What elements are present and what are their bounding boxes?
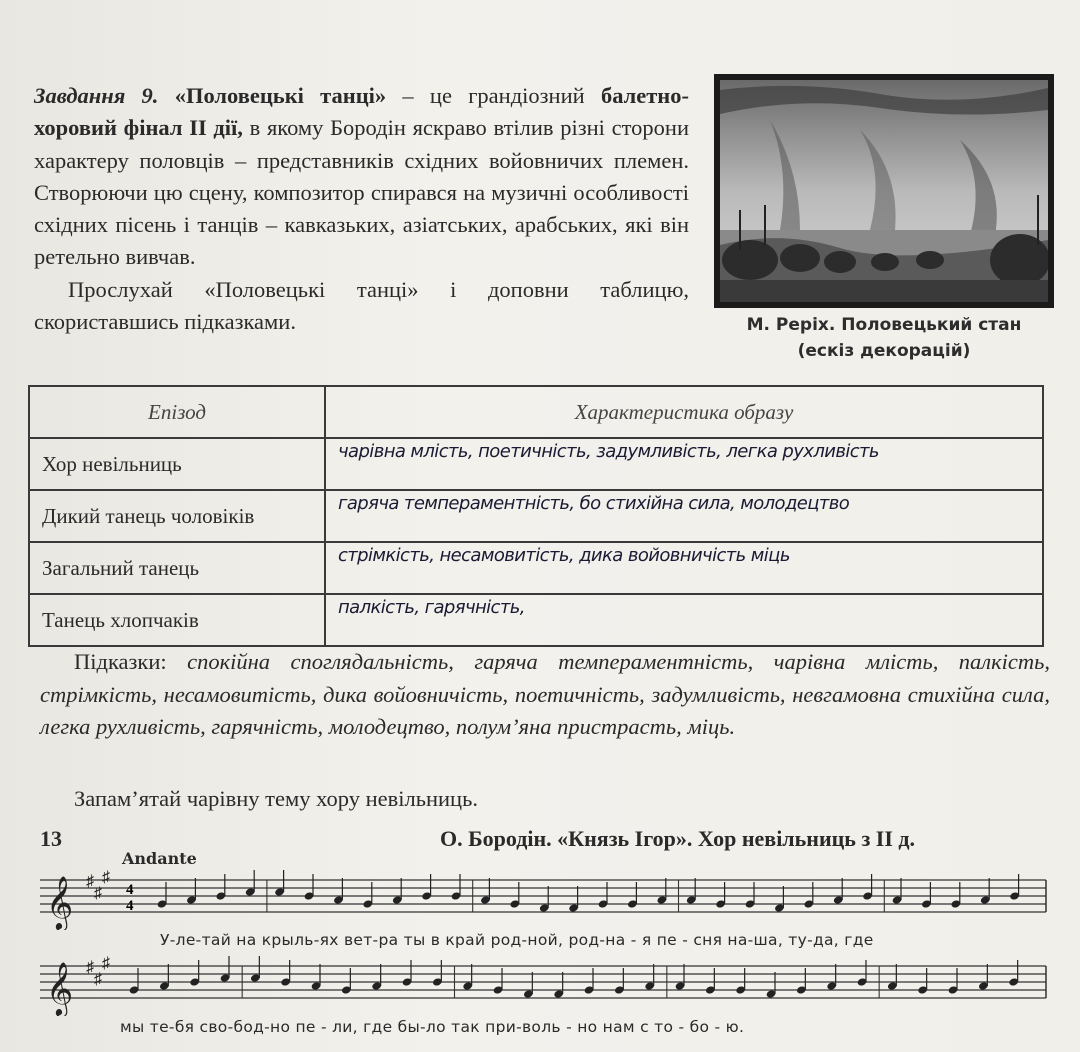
lyrics-line-2: мы те-бя сво-бод-но пе - ли, где бы-ло так при-воль - но нам с то - бо - ю.: [120, 1018, 745, 1036]
treble-clef-icon: 𝄞: [46, 875, 74, 929]
header-episode: Епізод: [29, 386, 325, 438]
treble-clef-icon: 𝄞: [46, 961, 74, 1015]
answer-cell[interactable]: палкість, гарячність,: [325, 594, 1043, 646]
task-text-1: – це грандіозний: [386, 83, 601, 108]
picture-caption: [714, 312, 1054, 364]
sharp-icon: ♯: [102, 869, 110, 886]
task-bold-phrase: балетно-хоровий фінал II дії,: [34, 83, 690, 141]
roerich-painting: [714, 74, 1054, 308]
example-number: 13: [40, 826, 62, 851]
episodes-table: [28, 385, 1044, 647]
hints-text: спокійна споглядальність, гаряча темпераментність, чарівна млість, палкість, стрімкість, несамовитість, дика войовничість, поетичність, задумливість, невгамовна стихійна сила, легка рухливість, гарячність, молодецтво, полум’яна пристрасть, міць.: [40, 649, 1050, 739]
caption-line-1: М. Реріх. Половецький стан: [746, 315, 1022, 335]
music-staff-2: [40, 952, 1048, 1016]
header-characteristic: Характеристика образу: [325, 386, 1043, 438]
sharp-icon: ♯: [86, 959, 94, 976]
task-text-2: в якому Бородін яскраво втілив різні сторони характеру половців – представників східних войовничих племен. Створюючи цю сцену, композитор спирався на музичні особливості східних пісень і танців – кавказьких, азіатських, арабських, які він ретельно вивчав.: [34, 115, 689, 270]
sharp-icon: ♯: [102, 955, 110, 972]
time-signature: 4: [126, 898, 134, 914]
staff-lines: [40, 866, 1048, 930]
task-title: «Половецькі танці»: [174, 83, 387, 108]
hints-paragraph: [40, 646, 1050, 744]
table-row: [29, 594, 1043, 646]
episode-cell: Дикий танець чоловіків: [29, 490, 325, 542]
task-instruction: Прослухай «Половецькі танці» і доповни таблицю, скориставшись підказками.: [34, 276, 689, 335]
tempo-marking: Andante: [122, 849, 197, 868]
sharp-icon: ♯: [86, 873, 94, 890]
task-label: Завдання 9.: [34, 83, 159, 108]
episode-cell: Танець хлопчаків: [29, 594, 325, 646]
hints-label: Підказки:: [74, 649, 167, 674]
time-signature: 4: [126, 882, 134, 898]
task-paragraph: [34, 80, 689, 338]
caption-line-2: (ескіз декорацій): [797, 341, 971, 361]
sharp-icon: ♯: [94, 885, 102, 902]
staff-lines: [40, 952, 1048, 1016]
answer-cell[interactable]: гаряча темпераментність, бо стихійна сила, молодецтво: [325, 490, 1043, 542]
answer-cell[interactable]: стрімкість, несамовитість, дика войовничість міць: [325, 542, 1043, 594]
episode-cell: Загальний танець: [29, 542, 325, 594]
lyrics-line-1: У-ле-тай на крыль-ях вет-ра ты в край род-ной, род-на - я пе - сня на-ша, ту-да, где: [160, 931, 874, 949]
camp-sketch-image: [720, 80, 1048, 302]
table-row: [29, 438, 1043, 490]
table-row: [29, 490, 1043, 542]
answer-cell[interactable]: чарівна мліcть, поетичність, задумливість, легка рухливість: [325, 438, 1043, 490]
table-row: [29, 542, 1043, 594]
table-header-row: [29, 386, 1043, 438]
remember-line: Запам’ятай чарівну тему хору невільниць.: [74, 786, 478, 811]
music-staff-1: [40, 866, 1048, 930]
sharp-icon: ♯: [94, 971, 102, 988]
music-title: О. Бородін. «Князь Ігор». Хор невільниць з II д.: [440, 826, 916, 851]
episode-cell: Хор невільниць: [29, 438, 325, 490]
